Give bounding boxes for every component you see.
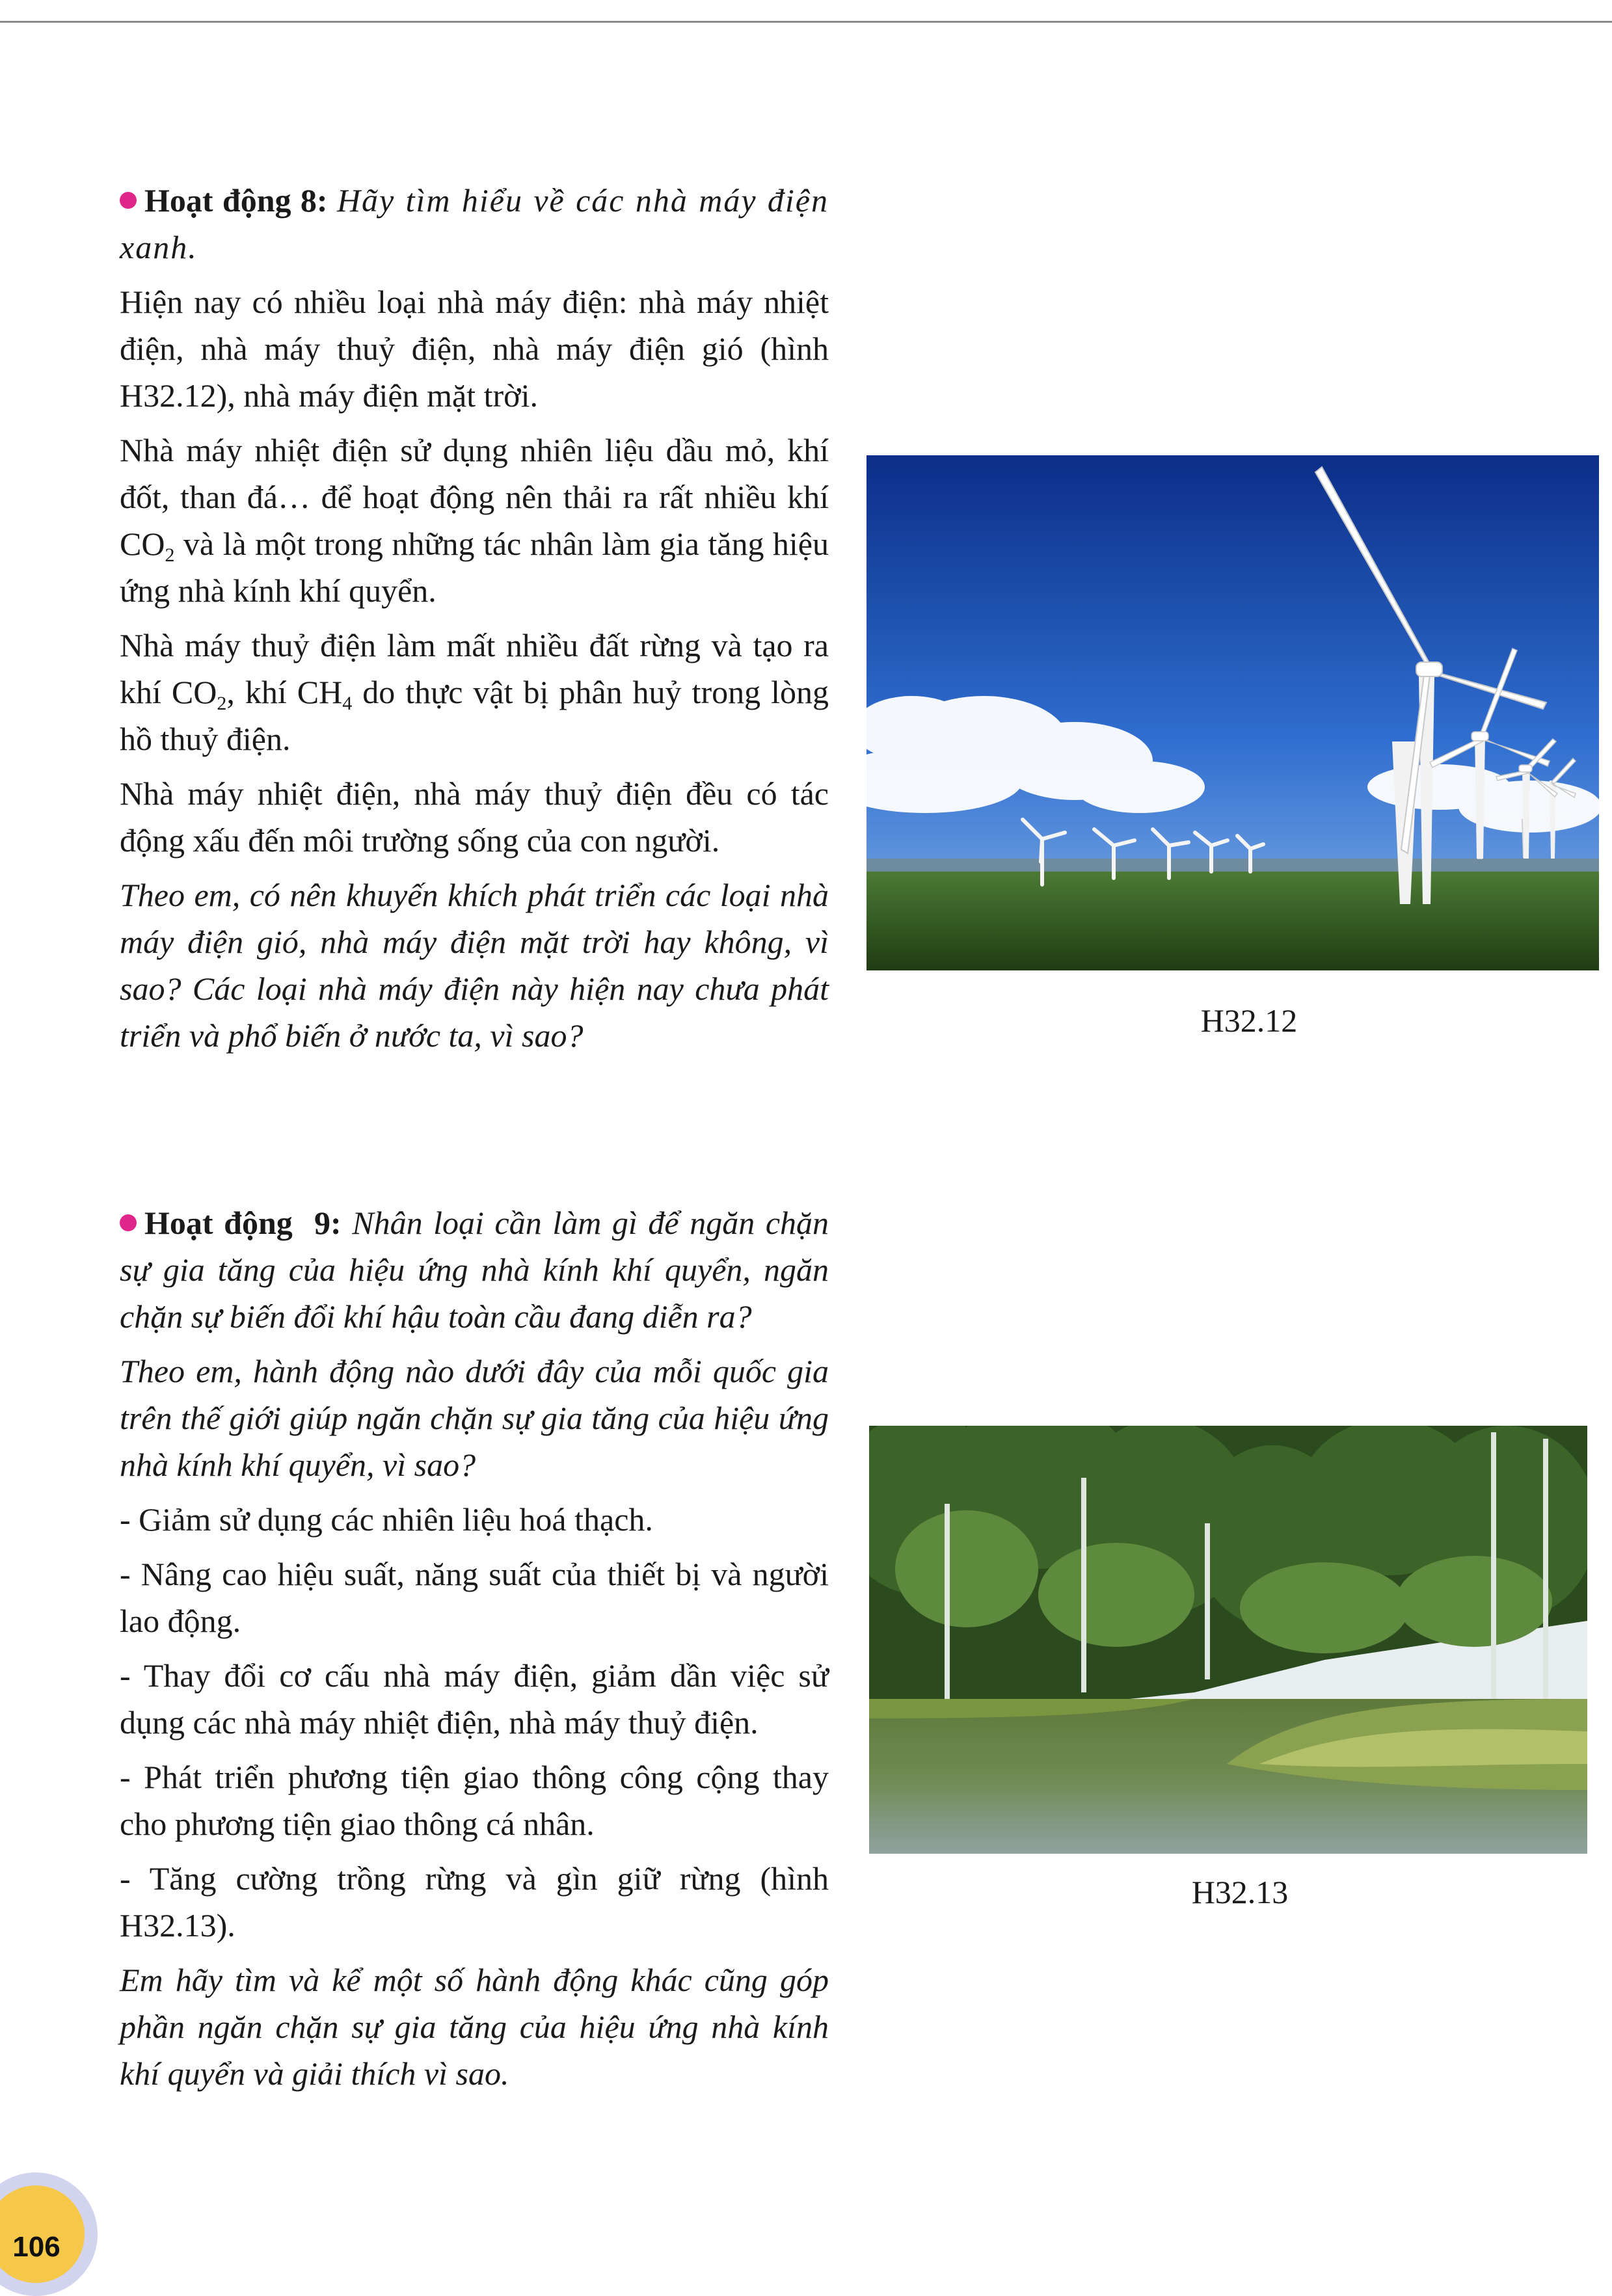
activity8-section — [120, 177, 829, 1067]
activity9-question: Theo em, hành động nào dưới đây của mỗi quốc gia trên thế giới giúp ngăn chặn sự gia tăng của hiệu ứng nhà kính khí quyển, vì sao? — [120, 1353, 829, 1483]
wind-turbine-illustration — [866, 455, 1599, 970]
activity9-item-5: - Tăng cường trồng rừng và gìn giữ rừng (hình H32.13). — [120, 1860, 829, 1943]
activity8-heading — [120, 177, 829, 271]
page-number: 106 — [12, 2231, 60, 2263]
activity9-item-2: - Nâng cao hiệu suất, năng suất của thiết bị và người lao động. — [120, 1556, 829, 1639]
activity8-prompt: Hãy tìm hiểu về các nhà máy điện xanh. — [120, 182, 829, 265]
wind-figure-caption: H32.12 — [1200, 1002, 1298, 1039]
activity8-question: Theo em, có nên khuyến khích phát triển các loại nhà máy điện gió, nhà máy điện mặt trời hay không, vì sao? Các loại nhà máy điện này hiện nay chưa phát triển và phổ biến ở nước ta, vì sao? — [120, 877, 829, 1054]
activity8-paragraph-4: Nhà máy nhiệt điện, nhà máy thuỷ điện đều có tác động xấu đến môi trường sống của con người. — [120, 775, 829, 859]
bullet-icon — [120, 192, 137, 209]
activity8-paragraph-1: Hiện nay có nhiều loại nhà máy điện: nhà máy nhiệt điện, nhà máy thuỷ điện, nhà máy điện gió (hình H32.12), nhà máy điện mặt trời. — [120, 284, 829, 414]
forest-lake-illustration — [869, 1426, 1587, 1854]
activity9-section — [120, 1199, 829, 2105]
top-rule — [0, 21, 1612, 23]
activity8-paragraph-3: Nhà máy thuỷ điện làm mất nhiều đất rừng và tạo ra khí $CO_2$, khí $CH_4$ do thực vật bị phân huỷ trong lòng hồ thuỷ điện. — [120, 627, 829, 757]
forest-figure-caption: H32.13 — [1191, 1874, 1289, 1910]
activity9-heading — [120, 1199, 829, 1340]
wind-turbine-photo — [866, 455, 1599, 970]
forest-lake-photo — [869, 1426, 1587, 1854]
activity9-prompt: Nhân loại cần làm gì để ngăn chặn sự gia tăng của hiệu ứng nhà kính khí quyển, ngăn chặn sự biến đổi khí hậu toàn cầu đang diễn ra? — [120, 1205, 829, 1335]
activity9-label: Hoạt động 9: — [144, 1205, 342, 1241]
activity9-item-4: - Phát triển phương tiện giao thông công cộng thay cho phương tiện giao thông cá nhân. — [120, 1759, 829, 1842]
activity9-item-3: - Thay đổi cơ cấu nhà máy điện, giảm dần việc sử dụng các nhà máy nhiệt điện, nhà máy thuỷ điện. — [120, 1657, 829, 1741]
bullet-icon — [120, 1214, 137, 1231]
activity8-label: Hoạt động 8: — [144, 182, 328, 219]
activity9-item-1: - Giảm sử dụng các nhiên liệu hoá thạch. — [120, 1501, 653, 1538]
activity8-paragraph-2: Nhà máy nhiệt điện sử dụng nhiên liệu dầu mỏ, khí đốt, than đá… để hoạt động nên thải ra rất nhiều khí $CO_2$ và là một trong những tác nhân làm gia tăng hiệu ứng nhà kính khí quyển. — [120, 432, 829, 609]
activity9-closing: Em hãy tìm và kể một số hành động khác cũng góp phần ngăn chặn sự gia tăng của hiệu ứng nhà kính khí quyển và giải thích vì sao. — [120, 1962, 829, 2092]
